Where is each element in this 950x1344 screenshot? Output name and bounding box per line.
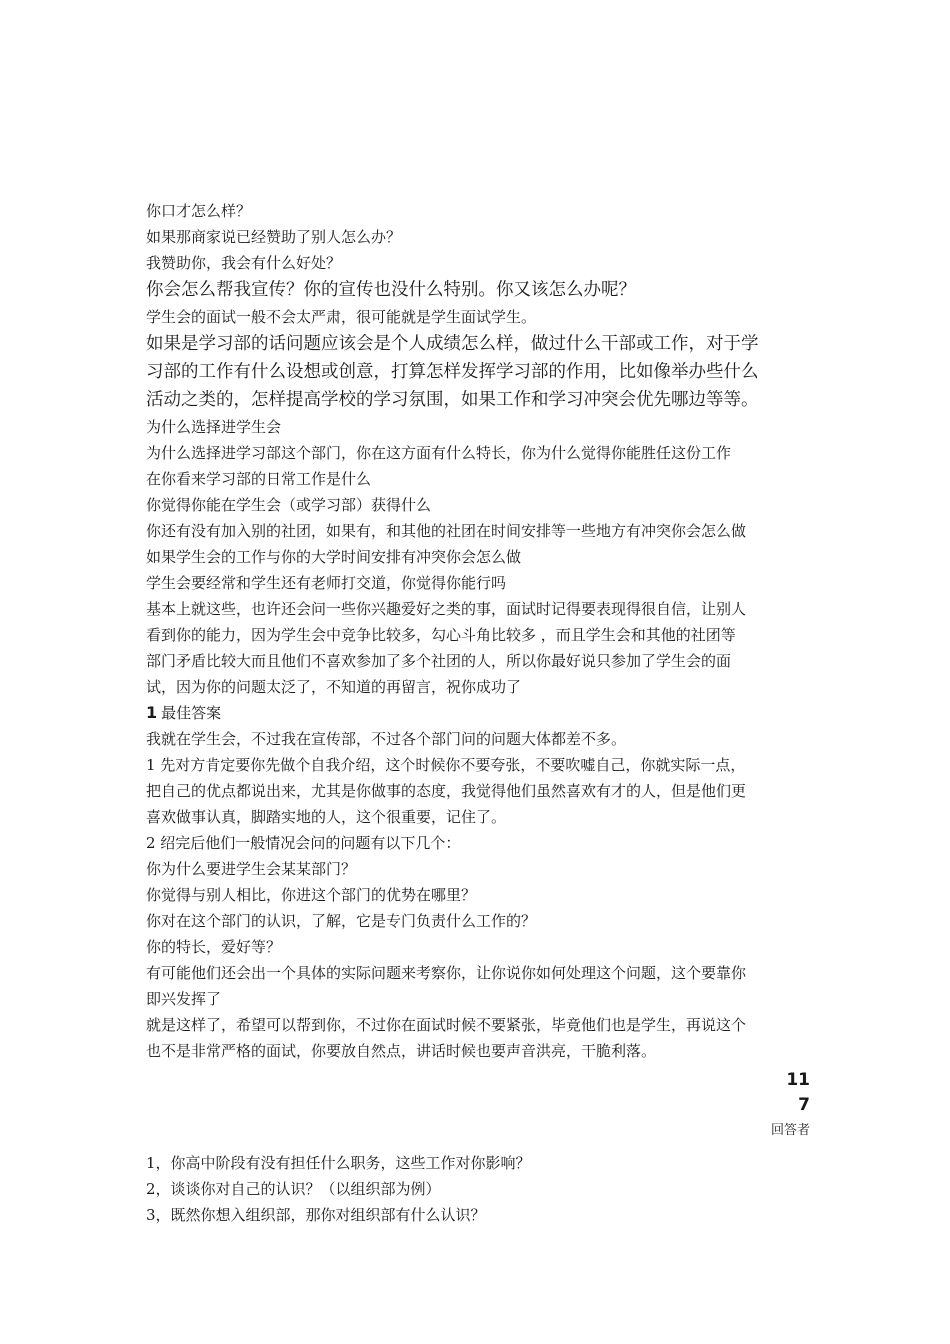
- count-number: 7: [798, 1095, 810, 1115]
- paragraph-line-large: 如果是学习部的话问题应该会是个人成绩怎么样，做过什么干部或工作，对于学: [146, 334, 759, 354]
- question-line-large: 你会怎么帮我宣传？你的宣传也没什么特别。你又该怎么办呢？: [146, 280, 636, 300]
- best-answer-label: 最佳答案: [161, 704, 222, 722]
- answer-line: 也不是非常严格的面试，你要放自然点，讲话时候也要声音洪亮，干脆利落。: [146, 1042, 657, 1060]
- answer-line: 2 绍完后他们一般情况会问的问题有以下几个：: [146, 834, 461, 852]
- question-line: 3，既然你想入组织部，那你对组织部有什么认识？: [146, 1206, 486, 1224]
- answerer-label: 回答者: [770, 1123, 810, 1138]
- paragraph-line: 试，因为你的问题太泛了，不知道的再留言，祝你成功了: [146, 678, 522, 696]
- count-number: 11: [786, 1070, 810, 1090]
- best-answer-number: 1: [146, 703, 158, 722]
- question-line: 如果那商家说已经赞助了别人怎么办？: [146, 228, 402, 246]
- question-line: 在你看来学习部的日常工作是什么: [146, 470, 372, 488]
- paragraph-line-large: 活动之类的，怎样提高学校的学习氛围，如果工作和学习冲突会优先哪边等等。: [146, 390, 759, 410]
- paragraph-line: 看到你的能力，因为学生会中竞争比较多，勾心斗角比较多 ，而且学生会和其他的社团等: [146, 626, 736, 644]
- answer-line: 即兴发挥了: [146, 990, 222, 1008]
- answer-line: 你为什么要进学生会某某部门？: [146, 860, 357, 878]
- question-line: 你觉得你能在学生会（或学习部）获得什么: [146, 496, 432, 514]
- question-line: 你口才怎么样？: [146, 202, 252, 220]
- answer-line: 把自己的优点都说出来，尤其是你做事的态度，我觉得他们虽然喜欢有才的人，但是他们更: [146, 782, 747, 800]
- answer-line: 你对在这个部门的认识，了解，它是专门负责什么工作的？: [146, 912, 537, 930]
- question-line: 你还有没有加入别的社团，如果有，和其他的社团在时间安排等一些地方有冲突你会怎么做: [146, 522, 747, 540]
- answer-line: 你觉得与别人相比，你进这个部门的优势在哪里？: [146, 886, 477, 904]
- answer-line: 你的特长，爱好等？: [146, 938, 282, 956]
- answer-line: 我就在学生会，不过我在宣传部，不过各个部门问的问题大体都差不多。: [146, 730, 627, 748]
- paragraph-line: 学生会的面试一般不会太严肃，很可能就是学生面试学生。: [146, 308, 537, 326]
- answer-line: 有可能他们还会出一个具体的实际问题来考察你，让你说你如何处理这个问题，这个要靠你: [146, 964, 747, 982]
- question-line: 为什么选择进学习部这个部门，你在这方面有什么特长，你为什么觉得你能胜任这份工作: [146, 444, 732, 462]
- question-line: 我赞助你，我会有什么好处？: [146, 254, 342, 272]
- question-line: 为什么选择进学生会: [146, 418, 282, 436]
- question-line: 学生会要经常和学生还有老师打交道，你觉得你能行吗: [146, 574, 507, 592]
- question-line: 1，你高中阶段有没有担任什么职务，这些工作对你影响？: [146, 1154, 531, 1172]
- document-body: [146, 198, 810, 1228]
- question-line: 如果学生会的工作与你的大学时间安排有冲突你会怎么做: [146, 548, 522, 566]
- best-answer-heading: [146, 700, 810, 726]
- question-line: 2，谈谈你对自己的认识？（以组织部为例）: [146, 1180, 441, 1198]
- answer-line: 喜欢做事认真，脚踏实地的人，这个很重要，记住了。: [146, 808, 507, 826]
- paragraph-line: 基本上就这些，也许还会问一些你兴趣爱好之类的事，面试时记得要表现得很自信，让别人: [146, 600, 747, 618]
- answer-line: 就是这样了，希望可以帮到你，不过你在面试时候不要紧张，毕竟他们也是学生，再说这个: [146, 1016, 747, 1034]
- paragraph-line: 部门矛盾比较大而且他们不喜欢参加了多个社团的人，所以你最好说只参加了学生会的面: [146, 652, 732, 670]
- answer-line: 1 先对方肯定要你先做个自我介绍，这个时候你不要夸张，不要吹嘘自己，你就实际一点，: [146, 756, 746, 774]
- paragraph-line-large: 习部的工作有什么设想或创意，打算怎样发挥学习部的作用，比如像举办些什么: [146, 362, 759, 382]
